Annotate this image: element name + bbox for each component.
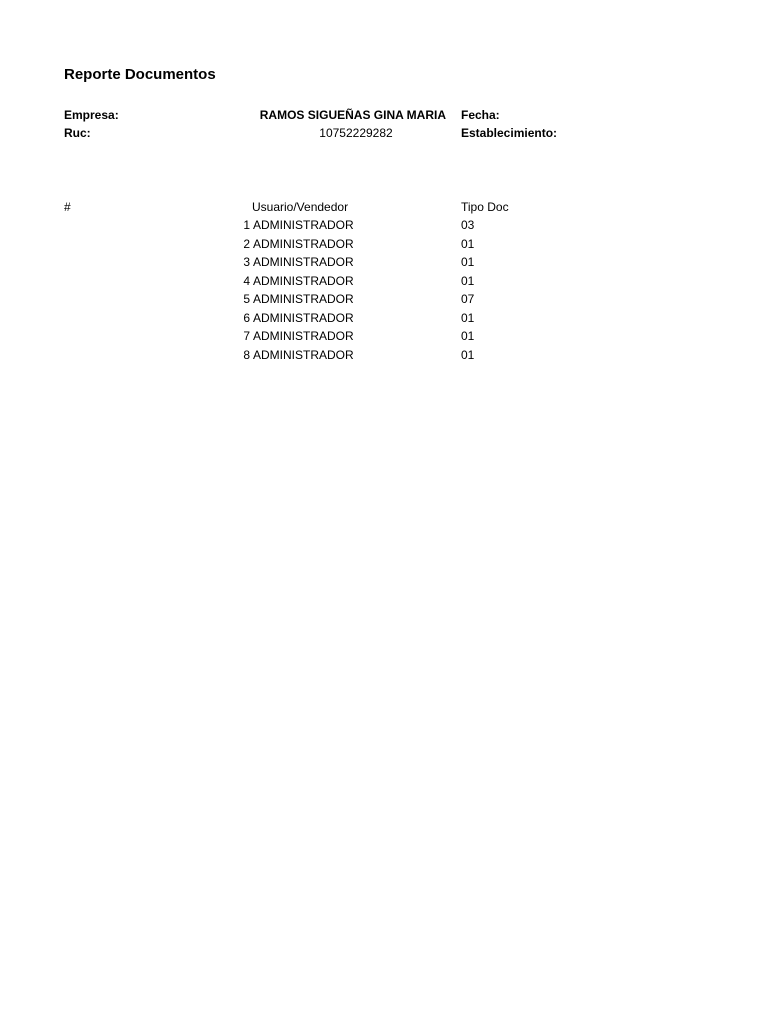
row-usuario: ADMINISTRADOR bbox=[253, 347, 354, 362]
row-number: 2 bbox=[243, 236, 250, 251]
row-number: 1 bbox=[243, 218, 250, 232]
row-number: 5 bbox=[243, 292, 250, 306]
row-number: 4 bbox=[243, 273, 250, 288]
table-row bbox=[0, 346, 768, 365]
row-number: 3 bbox=[243, 255, 250, 269]
table-row bbox=[0, 327, 768, 346]
table-row bbox=[0, 235, 768, 254]
row-usuario: ADMINISTRADOR bbox=[253, 218, 354, 232]
row-tipo-doc: 01 bbox=[461, 273, 475, 288]
table-row bbox=[0, 290, 768, 309]
table-body bbox=[0, 216, 768, 364]
row-number: 7 bbox=[243, 329, 250, 343]
report-title: Reporte Documentos bbox=[64, 66, 216, 83]
row-tipo-doc: 01 bbox=[461, 329, 475, 343]
row-tipo-doc: 03 bbox=[461, 218, 475, 232]
empresa-row bbox=[0, 106, 768, 124]
fecha-label: Fecha: bbox=[461, 108, 500, 122]
ruc-value: 10752229282 bbox=[319, 126, 393, 140]
row-tipo-doc: 01 bbox=[461, 310, 475, 325]
table-row bbox=[0, 272, 768, 291]
empresa-label: Empresa: bbox=[64, 108, 119, 122]
empresa-value: RAMOS SIGUEÑAS GINA MARIA bbox=[259, 108, 446, 122]
header-usuario: Usuario/Vendedor bbox=[252, 200, 349, 214]
row-usuario: ADMINISTRADOR bbox=[253, 292, 354, 306]
ruc-label: Ruc: bbox=[64, 126, 91, 140]
row-usuario: ADMINISTRADOR bbox=[253, 255, 354, 269]
header-tipo-doc: Tipo Doc bbox=[461, 200, 509, 214]
row-tipo-doc: 01 bbox=[461, 347, 475, 362]
row-usuario: ADMINISTRADOR bbox=[253, 329, 354, 343]
row-usuario: ADMINISTRADOR bbox=[253, 273, 354, 288]
row-tipo-doc: 01 bbox=[461, 236, 475, 251]
row-tipo-doc: 01 bbox=[461, 255, 475, 269]
row-number: 8 bbox=[243, 347, 250, 362]
header-number: # bbox=[64, 200, 71, 214]
row-tipo-doc: 07 bbox=[461, 292, 475, 306]
table-header bbox=[0, 198, 768, 216]
row-usuario: ADMINISTRADOR bbox=[253, 236, 354, 251]
table-row bbox=[0, 309, 768, 328]
table-row bbox=[0, 216, 768, 235]
row-usuario: ADMINISTRADOR bbox=[253, 310, 354, 325]
table-row bbox=[0, 253, 768, 272]
establecimiento-label: Establecimiento: bbox=[461, 126, 558, 140]
ruc-row bbox=[0, 124, 768, 142]
row-number: 6 bbox=[243, 310, 250, 325]
